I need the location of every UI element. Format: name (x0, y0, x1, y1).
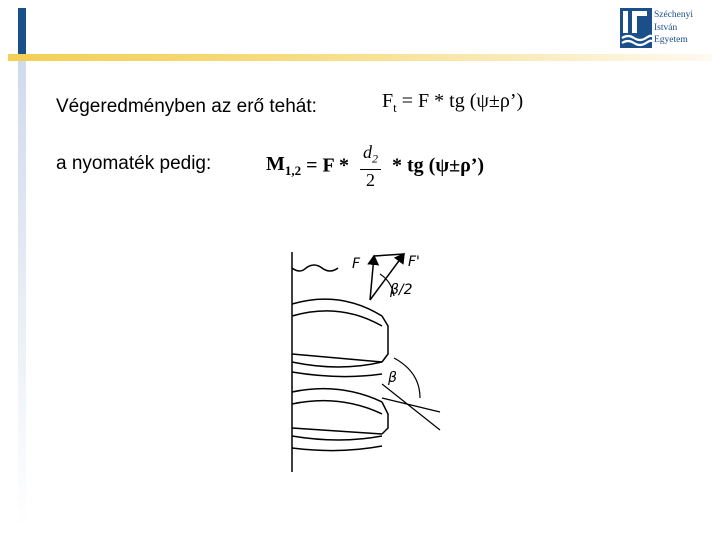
logo-emblem-icon (620, 8, 652, 48)
force-text: Végeredményben az erő tehát: (56, 96, 317, 117)
formula1-lhs-sub: t (393, 100, 397, 115)
label-beta-half: β/2 (390, 282, 413, 298)
formula2-rest: * tg (ψ±ρ’) (392, 154, 485, 177)
logo-line-2: István (654, 22, 678, 33)
formula2-denominator: 2 (366, 169, 376, 190)
logo-line-1: Széchenyi (654, 10, 694, 20)
logo-line-3: Egyetem (654, 35, 688, 45)
logo-text (654, 9, 693, 47)
university-logo (618, 6, 714, 50)
vertical-accent-fade (18, 60, 26, 530)
formula2-fraction (360, 142, 381, 190)
force-formula (382, 90, 523, 116)
formula2-eq: = F * (306, 154, 350, 177)
torque-text: a nyomaték pedig: (56, 153, 212, 174)
formula2-lhs-sub: 1,2 (284, 162, 302, 178)
torque-formula (266, 142, 484, 192)
label-F: F (352, 256, 361, 272)
worm-gear-diagram (270, 222, 460, 478)
horizontal-gold-bar (8, 54, 712, 61)
formula2-lhs-symbol: M (266, 152, 285, 175)
formula1-lhs: F (382, 90, 394, 112)
label-beta: β (388, 370, 397, 386)
formula2-lhs (266, 152, 302, 178)
formula2-numerator-symbol: d (363, 142, 373, 162)
label-Fprime: F' (408, 254, 420, 270)
formula2-numerator (360, 142, 381, 170)
formula1-rhs: = F * tg (ψ±ρ’) (401, 90, 524, 112)
vertical-accent-bar (18, 8, 26, 60)
formula2-numerator-sub: 2 (372, 151, 379, 166)
